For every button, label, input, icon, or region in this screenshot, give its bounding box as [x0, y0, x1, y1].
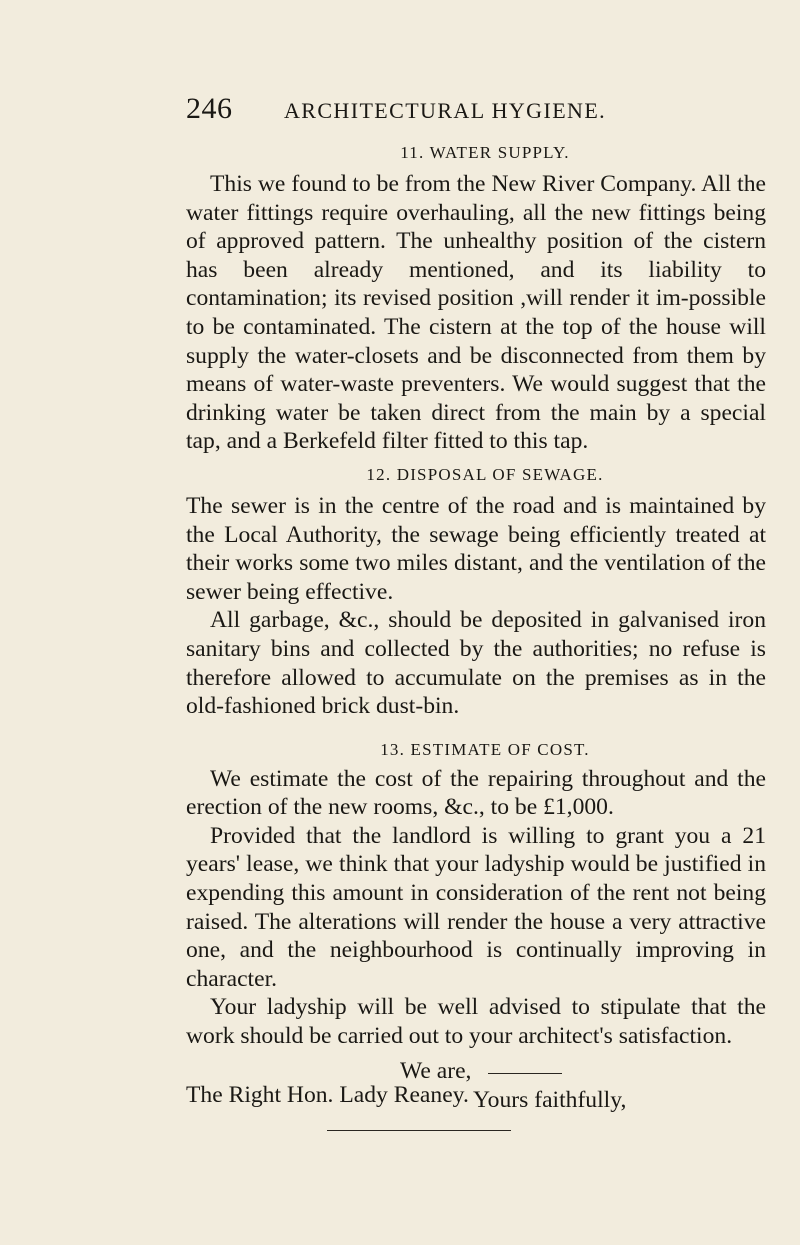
paragraph-estimate: We estimate the cost of the repairing throughout and the erection of the new rooms, &c., to be £1,000. [186, 765, 766, 821]
section-heading-disposal-of-sewage: 12. DISPOSAL OF SEWAGE. [366, 464, 604, 484]
paragraph-stipulate: Your ladyship will be well advised to stipulate that the work should be carried out to your architect's satisfaction. [186, 994, 766, 1050]
running-title: ARCHITECTURAL HYGIENE. [284, 98, 607, 123]
paragraph-water-supply: This we found to be from the New River Company. All the water fittings require overhauling, all the new fittings being of approved pattern. The unhealthy position of the cistern has been already mentioned, and its liability to contamination; its revised position ,will render it im-possible to be contaminated. The cistern at the top of the house will supply the water-closets and be disconnected from them by means of water-waste preventers. We would suggest that the drinking water be taken direct from the main by a special tap, and a Berkefeld filter fitted to this tap. [186, 171, 766, 455]
paragraph-garbage: All garbage, &c., should be deposited in galvanised iron sanitary bins and collected by the authorities; no refuse is therefore allowed to accumulate on the premises as in the old-fashioned brick dust-bin. [186, 607, 766, 720]
paragraph-lease: Provided that the landlord is willing to grant you a 21 years' lease, we think that your ladyship would be justified in expending this amount in consideration of the rent not being raised. The alterations will render the house a very attractive one, and the neighbourhood is continually improving in character. [186, 822, 766, 992]
paragraph-sewer: The sewer is in the centre of the road and is maintained by the Local Authority, the sewage being efficiently treated at their works some two miles distant, and the ventilation of the sewer being effective. [186, 492, 766, 605]
page-number: 246 [186, 92, 233, 125]
running-head [186, 92, 766, 132]
signature-line [488, 1073, 562, 1074]
closing-we-are: We are, [400, 1057, 472, 1084]
end-rule [327, 1130, 511, 1131]
body-text [186, 140, 766, 1115]
section-heading-water-supply: 11. WATER SUPPLY. [400, 143, 570, 162]
section-heading-estimate-of-cost: 13. ESTIMATE OF COST. [380, 739, 590, 759]
closing-yours-faithfully: Yours faithfully, [473, 1086, 627, 1113]
addressee: The Right Hon. Lady Reaney. [186, 1082, 469, 1108]
